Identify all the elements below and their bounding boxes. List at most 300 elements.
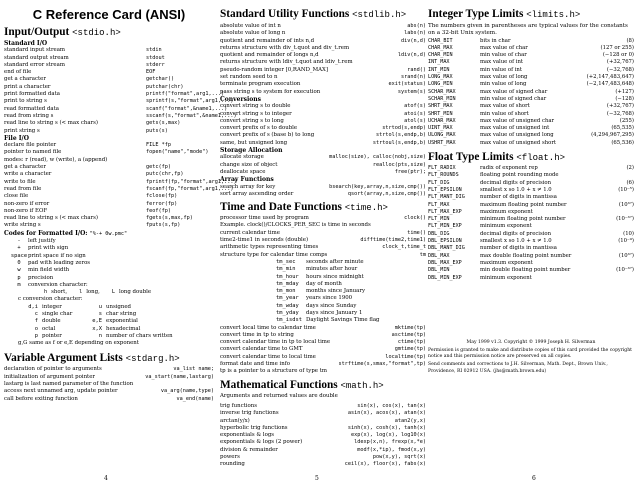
item-description: print formatted data [4,91,60,98]
conversion-char: f [34,318,38,325]
item-code: strtoul(s,endp,b) [372,139,426,146]
item-code: malloc(size), calloc(nobj,size) [329,154,426,161]
limit-name: LONG_MIN [428,81,453,88]
tm-field-name: tm_sec [276,258,296,265]
list-item [220,132,426,139]
conversion-row [4,311,214,318]
item-code: system(s) [397,88,426,95]
item-description: lastarg is last named parameter of the function [4,381,134,388]
conversions-list [220,103,426,147]
item-code: tm [419,251,426,258]
limit-row [428,165,634,172]
list-item [4,128,214,135]
format-flag [4,275,214,282]
list-item [220,244,426,251]
item-description: access next unnamed arg, update pointer [4,388,118,395]
limit-row [428,132,634,139]
limit-value: (−32,768) [606,110,634,117]
limit-description: max value of unsigned char [480,117,555,124]
math-heading: Mathematical Functions <math.h> [220,378,384,391]
item-description: deallocate space [220,168,266,175]
limit-name: CHAR_MAX [428,44,453,51]
limit-row [428,180,634,187]
limit-row [428,172,634,179]
flag-description: left justify [28,238,56,245]
conversion-table [4,304,214,340]
limit-value: (10⁻³⁷) [616,216,634,223]
limit-row [428,245,634,252]
limit-name: ULONG_MAX [428,132,456,139]
item-code: putchar(chr) [146,83,184,90]
item-description: declaration of pointer to arguments [4,366,102,373]
limit-description: min value of short [480,110,529,117]
item-code: pow(x,y), sqrt(x) [372,454,426,461]
tm-field-description: hours since midnight [306,273,364,280]
conversion-meaning: unsigned [106,303,131,310]
limit-name: DBL_MANT_DIG [428,245,465,252]
item-code: srand(n) [401,74,426,81]
tm-field-description: minutes after hour [306,266,358,273]
limit-description: decimal digits of precision [480,179,552,186]
array-subheading: Array Functions [220,176,274,184]
limit-value: (8) [626,37,634,44]
item-code: mktime(tp) [394,324,426,331]
limit-row [428,209,634,216]
conversion-char: u [98,303,102,310]
tm-field-name: tm_isdst [276,317,302,324]
item-code: free(ptr); [394,168,426,175]
limit-value: (127 or 255) [600,44,634,51]
tm-field [220,295,426,302]
time-list-2 [220,325,426,376]
limit-description: minimum exponent [480,223,532,230]
limit-name: DBL_MAX_EXP [428,259,462,266]
column-1 [4,6,237,403]
item-code: printf("format",arg1,...) [146,91,225,98]
list-item [220,74,426,81]
item-code: labs(n) [404,30,426,37]
limit-description: smallest x so 1.0 + x ≠ 1.0 [480,238,552,245]
limit-name: DBL_DIG [428,230,450,237]
item-code: va_list name; [173,366,214,373]
conversion-char: e,E [92,318,102,325]
item-code: fgets(s,max,fp) [146,215,193,222]
item-description: get a character [4,164,46,171]
limit-value: (10⁻⁵) [618,186,634,193]
conversion-meaning: number of chars written [106,332,173,339]
list-item [220,30,426,37]
item-description: inverse trig functions [220,410,279,417]
limit-value: (10³⁷) [618,201,634,208]
tm-struct-list [220,259,426,325]
item-description: current calendar time [220,229,280,236]
limit-description: decimal digits of precision [480,230,552,237]
item-code: asin(x), acos(x), atan(x) [347,410,426,417]
conversion-char: o [34,325,38,332]
list-item [4,62,214,69]
size-modifiers: h short, l long, L long double [44,289,152,296]
limit-description: max value of unsigned int [480,125,550,132]
list-item [220,59,426,66]
list-item [4,142,214,149]
item-code: exp(x), log(x), log10(x) [351,432,426,439]
flag-description: conversion character: [28,281,88,288]
item-description: convert string s to long [220,117,284,124]
list-item [4,76,214,83]
limit-name: INT_MIN [428,66,450,73]
list-item [220,89,426,96]
item-description: convert prefix of s to double [220,125,298,132]
list-item [4,215,214,222]
item-description: end of file [4,69,32,76]
limit-name: FLT_DIG [428,179,450,186]
limit-name: FLT_EPSILON [428,186,462,193]
conversion-label: c conversion character: [18,296,83,303]
limit-name: FLT_MIN_EXP [428,223,462,230]
item-description: trig functions [220,402,257,409]
item-code: exit(status) [388,81,426,88]
limit-description: min value of char [480,52,527,59]
flag-symbol: space [10,252,28,259]
limit-value: (10³⁷) [618,252,634,259]
item-code: stdin [146,47,162,54]
format-flag [4,260,214,267]
storage-subheading: Storage Allocation [220,147,283,155]
list-item [4,69,214,76]
standard-io-subheading: Standard I/O [4,40,48,47]
item-code: abs(n) [407,23,426,29]
list-item [220,368,426,375]
item-code: ctime(tp) [397,339,426,346]
list-item [4,396,214,403]
limit-row [428,253,634,260]
limit-row [428,81,634,88]
list-item [4,98,234,105]
item-description: allocate storage [220,154,264,161]
item-description: pointer to named file [4,149,62,156]
item-description: Example. clock()/CLOCKS_PER_SEC is time in seconds [220,222,371,229]
tm-field [220,288,426,295]
conversion-char: x,X [92,325,102,332]
item-description: standard input stream [4,47,66,54]
item-code: gets(s,max) [146,120,181,127]
list-item [4,120,214,127]
item-description: arctan(y/x) [220,417,250,424]
item-description: set random seed to n [220,74,278,81]
item-code: qsort(array,n,size,cmp()) [347,190,426,197]
item-description: read from file [4,185,42,192]
list-item [4,91,225,98]
item-description: convert calendar time to local time [220,353,316,360]
limit-value: (65,536) [611,139,634,146]
conversion-meaning: double [42,318,61,325]
contact-line: Send comments and corrections to J.H. Silverman, Math. Dept., Brown Univ., Providence, RI 02912 USA. ⟨jhs@math.brown.edu⟩ [428,362,608,374]
list-item [4,185,234,193]
item-code: fscanf(fp,"format",arg1,...) [146,185,234,192]
list-item [220,403,426,410]
item-code: ldiv(n,d) [397,52,426,59]
limit-description: min double floating point number [480,267,571,274]
flag-symbol: + [17,245,21,252]
item-description: non-zero if EOF [4,207,48,214]
item-code: scanf("format",&name1,...) [146,105,228,112]
item-code: fputs(s,fp) [146,222,181,229]
conversion-row [4,333,214,340]
time-list [220,215,426,259]
item-code: va_arg(name,type) [160,388,214,395]
tm-field [220,310,426,317]
conversion-char: n [98,332,102,339]
list-item [220,81,426,88]
limit-row [428,59,634,66]
item-code: realloc(pts,size) [372,161,426,168]
list-item [4,84,214,91]
list-item [220,38,426,45]
item-description: time2-time1 in seconds (double) [220,237,309,244]
item-description: initialization of argument pointer [4,373,95,380]
limit-name: INT_MAX [428,59,450,66]
list-item [220,237,426,244]
int-limits-heading: Integer Type Limits <limits.h> [428,8,581,20]
conversion-meaning: char string [106,310,137,317]
conversion-meaning: pointer [42,332,62,339]
item-description: convert string s to integer [220,110,292,117]
list-item [220,346,426,353]
item-description: print to string s [4,98,47,105]
limit-row [428,96,634,103]
stdlib-list [220,23,426,96]
array-list [220,184,426,199]
item-code: bsearch(key,array,n,size,cmp()) [329,183,426,190]
list-item [220,118,426,125]
limit-name: FLT_MAX_EXP [428,208,462,215]
item-description: write string s [4,222,41,229]
item-description: pseudo-random integer [0,RAND_MAX] [220,66,328,73]
limit-name: USHRT_MAX [428,139,456,146]
permission-line: Permission is granted to make and distribute copies of this card provided the copyright notice and this permission notice are preserved on all copies. [428,348,633,360]
item-description: read line to string s (< max chars) [4,120,99,127]
item-description: search array for key [220,183,276,190]
item-code: div(n,d) [401,37,426,44]
standard-io-list [4,47,237,135]
item-code: atoi(s) [404,110,426,117]
tm-field-description: years since 1900 [306,295,353,302]
item-description: convert time in tp to string [220,331,294,338]
item-description: close file [4,193,29,200]
limit-description: min value of long [480,81,527,88]
list-item [4,366,214,373]
flag-symbol: - [17,238,21,245]
format-flag [4,245,214,252]
flag-description: print space if no sign [28,252,86,259]
list-item [4,149,214,156]
conversion-meaning: single char [42,310,73,317]
item-code: modf(x,*ip), fmod(x,y) [357,446,426,453]
item-description: pass string s to system for execution [220,88,321,95]
item-description: standard output stream [4,54,69,61]
limit-name: SHRT_MIN [428,110,453,117]
item-code: getc(fp) [146,164,171,171]
item-description: sort array ascending order [220,190,294,197]
item-code [146,157,214,164]
item-description: call before exiting function [4,395,78,402]
limit-name: DBL_MIN_EXP [428,274,462,281]
item-description: hyperbolic trig functions [220,424,288,431]
limit-name: SCHAR_MIN [428,95,456,102]
tm-field-name: tm_wday [276,302,299,309]
math-intro: Arguments and returned values are double [220,392,338,399]
item-code: fprintf(fp,"format",arg1,...) [146,178,237,185]
list-item [220,162,426,169]
conversion-meaning: integer [42,303,62,310]
flag-description: precision [28,274,54,281]
int-limits-intro: The numbers given in parentheses are typical values for the constants on a 32-bit Unix system. [428,23,628,37]
conversion-row [4,318,214,325]
varargs-heading: Variable Argument Lists <stdarg.h> [4,352,180,365]
item-description: terminate program execution [220,81,301,88]
conversion-meaning: hexadecimal [106,325,141,332]
io-heading: Input/Output <stdio.h> [4,26,121,38]
item-description: convert prefix of s (base b) to long [220,132,315,139]
item-description: read from string s [4,112,54,119]
tm-field-description: days since Sunday [306,302,357,309]
tm-field [220,317,426,324]
file-io-list [4,142,237,230]
limit-value: (+32,767) [606,59,634,66]
conversions-subheading: Conversions [220,95,262,103]
item-description: powers [220,454,240,461]
limit-name: FLT_ROUNDS [428,172,459,179]
item-description: read line to string s (< max chars) [4,215,99,222]
limit-row [428,187,634,194]
item-code: asctime(tp) [391,331,426,338]
list-item [4,157,214,164]
limit-name: FLT_MANT_DIG [428,194,465,201]
page-number-5: 5 [315,475,319,482]
limit-description: floating point rounding mode [480,172,559,179]
limit-name: UINT_MAX [428,125,453,132]
limit-row [428,38,634,45]
list-item [220,361,426,368]
item-code: va_start(name,lastarg) [145,373,214,380]
limit-name: SHRT_MAX [428,103,453,110]
limit-description: max value of unsigned short [480,139,556,146]
item-description: division & remainder [220,446,278,453]
limit-row [428,267,634,274]
item-description: read formatted data [4,105,60,112]
limit-value: (−128 or 0) [602,52,634,59]
item-description: convert calendar time in tp to local time [220,339,331,346]
limit-name: FLT_MAX [428,201,450,208]
list-item [4,105,228,113]
item-code: putc(chr,fp) [146,171,184,178]
tm-field [220,274,426,281]
limit-row [428,238,634,245]
list-item [4,388,214,395]
list-item [220,191,426,198]
limit-name: UCHAR_MAX [428,117,456,124]
list-item [4,381,214,388]
limit-description: min value of int [480,66,522,73]
limit-description: smallest x so 1.0 + x ≠ 1.0 [480,186,552,193]
float-limits-list [428,165,634,282]
list-item [4,164,214,171]
limit-name: LONG_MAX [428,74,453,81]
item-code: EOF [146,69,156,76]
item-code: ceil(x), floor(x), fabs(x) [344,461,426,468]
item-code: fopen("name","mode") [146,149,209,156]
flag-symbol: w [17,267,21,274]
limit-name: DBL_MIN [428,267,450,274]
limit-description: min value of signed char [480,95,547,102]
limit-description: maximum exponent [480,208,533,215]
limit-row [428,223,634,230]
conversion-char: p [34,332,38,339]
list-item [220,354,426,361]
conversion-row [4,304,214,311]
item-code: ferror(fp) [146,200,178,207]
limit-value: (−2,147,483,648) [586,81,634,88]
item-description: convert local time to calendar time [220,324,316,331]
page-number-4: 4 [104,475,108,482]
limit-value: (10⁻³⁷) [616,267,634,274]
conversion-last: g,G same as f or e,E depending on exponent [18,340,139,347]
limit-row [428,216,634,223]
conversion-row [4,326,214,333]
limit-description: max double floating point number [480,252,572,259]
limit-row [428,103,634,110]
item-code: rand() [407,66,426,73]
limit-name: DBL_MAX [428,252,450,259]
limit-description: maximum floating point number [480,201,567,208]
list-item [220,222,426,229]
format-codes-heading: Codes for Formatted I/O: "%-+ 0w.pmc" [4,229,128,237]
list-item [220,332,426,339]
limit-row [428,231,634,238]
limit-description: max value of signed char [480,88,548,95]
limit-value: (6) [626,179,634,186]
file-io-subheading: File I/O [4,134,29,142]
limit-description: number of digits in mantissa [480,245,557,252]
list-item [220,67,426,74]
item-description: convert calendar time to GMT [220,346,303,353]
tm-field-name: tm_yday [276,309,299,316]
format-flag [4,267,214,274]
list-item [220,425,426,432]
item-description: absolute value of int n [220,23,281,29]
flag-description: print with sign [28,245,69,252]
tm-field [220,303,426,310]
item-description: standard error stream [4,61,65,68]
limit-value: (+32,767) [606,103,634,110]
item-code: getchar() [146,76,175,83]
tm-field-description: day of month [306,280,342,287]
conversion-char: s [98,310,102,317]
limit-description: max value of char [480,44,528,51]
varargs-list [4,366,214,402]
item-description: declare file pointer [4,142,57,149]
item-description: processor time used by program [220,215,309,222]
limit-description: minimum exponent [480,274,532,281]
copyright-line: May 1999 v1.3. Copyright © 1999 Joseph H. Silverman [466,339,596,345]
item-code: sin(x), cos(x), tan(x) [357,402,426,409]
tm-field-name: tm_mon [276,288,296,295]
flag-description: pad with leading zeros [28,259,91,266]
limit-description: maximum exponent [480,259,533,266]
limit-name: CHAR_MIN [428,52,453,59]
tm-field-description: days since January 1 [306,309,363,316]
item-code: atan2(y,x) [394,417,426,424]
